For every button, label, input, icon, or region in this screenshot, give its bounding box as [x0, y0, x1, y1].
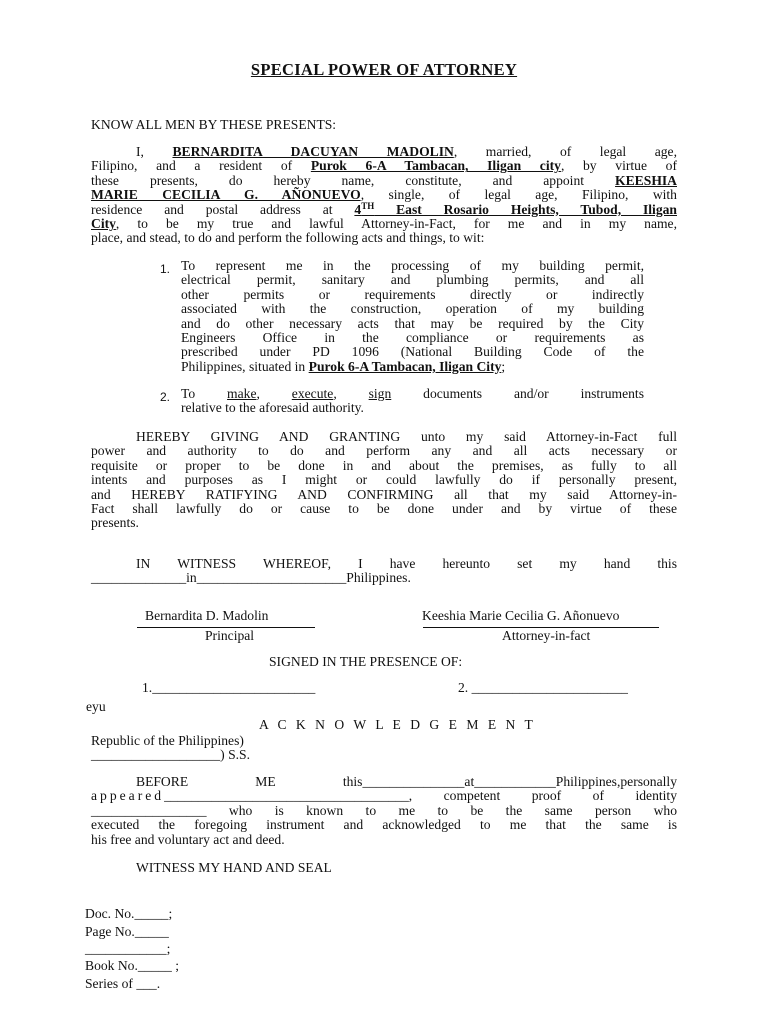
intro-line-6: City, to be my true and lawful Attorney-in-Fact, for me and in my name,	[91, 216, 677, 232]
principal-signature-name: Bernardita D. Madolin	[145, 608, 269, 623]
granting-line: Fact shall lawfully do or cause to be done under and by virtue of these	[91, 501, 677, 517]
place-blank: ______________________	[196, 570, 347, 586]
stray-text: eyu	[86, 699, 106, 714]
witness-1-line: 1.________________________	[142, 680, 316, 695]
ack-line-2: appeared____________________________________, competent proof of identity	[91, 788, 677, 804]
principal-role: Principal	[205, 628, 255, 643]
item-1-line: other permits or requirements directly or indirectly	[181, 286, 644, 302]
page-number: Page No._____	[85, 924, 169, 939]
item-2-text	[181, 387, 644, 416]
attorney-signature-name: Keeshia Marie Cecilia G. Añonuevo	[422, 608, 620, 623]
ack-line-1: BEFORE ME this_______________at____________Philippines,personally	[136, 774, 677, 789]
item-1-line: and do other necessary acts that may be required by the City	[181, 315, 644, 331]
item-2-line-1: To make, execute, sign documents and/or instruments	[181, 386, 645, 401]
granting-line: requisite or proper to be done in and about the premises, as fully to all	[91, 457, 677, 473]
witness-line-2: ______________in______________________Philippines.	[91, 570, 411, 586]
document-title: SPECIAL POWER OF ATTORNEY	[250, 60, 518, 79]
doc-number: Doc. No._____;	[85, 906, 173, 921]
granting-line: and HEREBY RATIFYING AND CONFIRMING all that my said Attorney-in-	[91, 486, 677, 502]
ack-line-3: _________________ who is known to me to be the same person who	[91, 802, 677, 818]
intro-line-2: Filipino, and a resident of Purok 6-A Tambacan, Iligan city, by virtue of	[91, 158, 677, 174]
granting-line: intents and purposes as I might or could lawfully do if personally present,	[91, 472, 677, 488]
witness-2-line: 2. _______________________	[458, 680, 628, 695]
date-blank: ______________	[91, 570, 187, 586]
attorney-role: Attorney-in-fact	[502, 628, 591, 643]
presence-heading: SIGNED IN THE PRESENCE OF:	[269, 654, 463, 669]
item-2-line-2: relative to the aforesaid authority.	[181, 400, 364, 416]
acknowledgement-paragraph	[91, 775, 677, 847]
granting-line: HEREBY GIVING AND GRANTING unto my said Attorney-in-Fact full	[136, 429, 677, 444]
venue-ss: ___________________) S.S.	[91, 747, 250, 762]
attorney-address-city: City	[91, 216, 116, 232]
intro-line-7: place, and stead, to do and perform the following acts and things, to wit:	[91, 230, 485, 246]
ack-line-4: executed the foregoing instrument and acknowledged to me that the same is	[91, 817, 677, 833]
principal-address: Purok 6-A Tambacan, Iligan city	[310, 158, 561, 174]
property-location: Purok 6-A Tambacan, Iligan City	[308, 358, 502, 374]
attorney-name-part1: KEESHIA	[615, 172, 677, 188]
item-2-number: 2.	[160, 390, 171, 404]
intro-line-3: these presents, do hereby name, constitute, and appoint KEESHIA	[91, 172, 677, 188]
granting-last-line: presents.	[91, 515, 139, 531]
blank-entry: ____________;	[85, 941, 171, 956]
granting-paragraph	[91, 430, 677, 531]
granting-line: power and authority to do and perform any and all acts necessary or	[91, 443, 677, 459]
intro-line-5: residence and postal address at 4TH East Rosario Heights, Tubod, Iligan	[91, 200, 677, 217]
item-1-line: To represent me in the processing of my building permit,	[181, 258, 644, 273]
item-1-line: electrical permit, sanitary and plumbing permits, and all	[181, 272, 644, 288]
book-number: Book No._____ ;	[85, 958, 180, 973]
attorney-name-part2: MARIE CECILIA G. AÑONUEVO	[91, 187, 361, 203]
principal-name: BERNARDITA DACUYAN MADOLIN	[172, 144, 454, 159]
item-1-line: prescribed under PD 1096 (National Building Code of the	[181, 344, 644, 360]
hand-and-seal: WITNESS MY HAND AND SEAL	[136, 860, 332, 875]
intro-line-4: MARIE CECILIA G. AÑONUEVO, single, of legal age, Filipino, with	[91, 187, 677, 203]
item-1-number: 1.	[160, 262, 171, 276]
item-1-last-line: Philippines, situated in Purok 6-A Tambacan, Iligan City;	[181, 358, 506, 374]
intro-line-1: I, BERNARDITA DACUYAN MADOLIN, married, of legal age,	[136, 144, 677, 159]
venue-republic: Republic of the Philippines)	[91, 733, 244, 748]
ack-line-5: his free and voluntary act and deed.	[91, 831, 285, 847]
opening-line: KNOW ALL MEN BY THESE PRESENTS:	[91, 117, 337, 132]
intro-paragraph	[91, 145, 677, 246]
witness-line-1: IN WITNESS WHEREOF, I have hereunto set my hand this	[136, 556, 677, 571]
series-of: Series of ___.	[85, 976, 161, 991]
witness-paragraph	[91, 557, 677, 586]
item-1-line: associated with the construction, operation of my building	[181, 301, 644, 317]
acknowledgement-heading: A C K N O W L E D G E M E N T	[259, 717, 536, 732]
attorney-address: 4TH East Rosario Heights, Tubod, Iligan	[354, 200, 677, 217]
item-1-text	[181, 259, 644, 374]
item-1-line: Engineers Office in the compliance or requirements as	[181, 330, 644, 346]
